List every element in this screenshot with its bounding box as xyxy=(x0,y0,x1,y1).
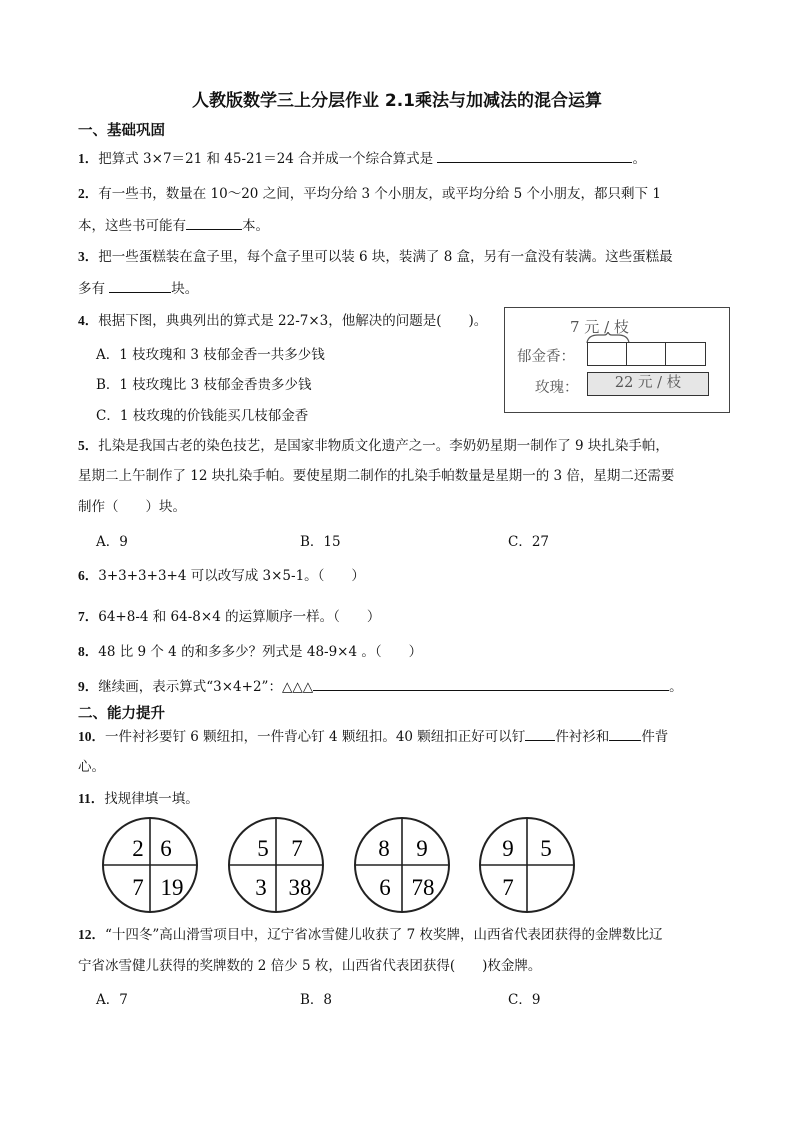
question-2 xyxy=(78,184,661,204)
question-text: 一件衬衫要钉 6 颗纽扣，一件背心钉 4 颗纽扣。40 颗纽扣正好可以钉 xyxy=(105,729,526,745)
tulip-label: 郁金香： xyxy=(517,349,575,365)
page-title: 人教版数学三上分层作业 2.1乘法与加减法的混合运算 xyxy=(191,91,603,111)
option-a[interactable]: A．7 xyxy=(96,992,128,1008)
rose-price-bar: 22 元 / 枝 xyxy=(587,372,709,396)
question-text: 48 比 9 个 4 的和多多少？列式是 48-9×4 。（ ） xyxy=(98,644,423,660)
circle-value: 7 xyxy=(291,836,303,861)
question-text: 宁省冰雪健儿获得的奖牌数的 2 倍少 5 枚，山西省代表团获得( )枚金牌。 xyxy=(78,958,542,974)
question-3-cont xyxy=(78,278,198,299)
question-text: 件背 xyxy=(641,729,669,745)
circle-value: 3 xyxy=(255,875,267,900)
question-number: 4． xyxy=(78,313,99,328)
question-5-cont2 xyxy=(78,497,186,517)
question-number: 1． xyxy=(78,151,99,166)
circle-value: 2 xyxy=(132,836,144,861)
question-text: 3+3+3+3+4 可以改写成 3×5-1。（ ） xyxy=(98,568,365,584)
question-10 xyxy=(78,726,668,747)
option-c[interactable]: C．1 枝玫瑰的价钱能买几枝郁金香 xyxy=(96,408,309,424)
question-end: 。 xyxy=(632,151,646,167)
section-heading-advanced: 二、能力提升 xyxy=(78,706,165,722)
question-10-cont xyxy=(78,757,105,777)
option-c[interactable]: C．27 xyxy=(508,534,550,550)
question-text: 扎染是我国古老的染色技艺，是国家非物质文化遗产之一。李奶奶星期一制作了 9 块扎染手帕， xyxy=(98,438,669,454)
tulip-unit-price: 7 元 / 枝 xyxy=(570,318,629,336)
question-5-cont xyxy=(78,466,674,486)
question-number: 10． xyxy=(78,729,105,744)
question-text: 本。 xyxy=(242,218,269,234)
option-a[interactable]: A．1 枝玫瑰和 3 枝郁金香一共多少钱 xyxy=(96,347,325,363)
question-6 xyxy=(78,566,365,586)
circle-value: 7 xyxy=(502,875,514,900)
rose-label: 玫瑰： xyxy=(535,380,579,396)
question-text: 把一些蛋糕装在盒子里，每个盒子里可以装 6 块，装满了 8 盒，另有一盒没有装满。这些蛋糕最 xyxy=(98,249,673,265)
option-c[interactable]: C．9 xyxy=(508,992,541,1008)
question-text: 有一些书，数量在 10～20 之间，平均分给 3 个小朋友，或平均分给 5 个小朋友，都只剩下 1 xyxy=(98,186,661,202)
question-text: 把算式 3×7＝21 和 45-21＝24 合并成一个综合算式是 xyxy=(98,151,434,167)
option-b[interactable]: B．1 枝玫瑰比 3 枝郁金香贵多少钱 xyxy=(96,377,312,393)
question-text: 制作（ ）块。 xyxy=(78,499,186,515)
question-text: 件衬衫和 xyxy=(555,729,610,745)
option-b[interactable]: B．15 xyxy=(300,534,341,550)
question-text: 星期二上午制作了 12 块扎染手帕。要使星期二制作的扎染手帕数量是星期一的 3 倍，星期二还需要 xyxy=(78,468,675,484)
question-number: 9． xyxy=(78,679,99,694)
question-12-cont xyxy=(78,956,541,976)
question-text: 心。 xyxy=(78,759,105,775)
question-number: 8． xyxy=(78,644,99,659)
question-9 xyxy=(78,676,683,697)
question-text: 块。 xyxy=(171,281,199,297)
question-number: 12． xyxy=(78,927,105,942)
question-number: 7． xyxy=(78,609,99,624)
circle-value: 5 xyxy=(540,836,552,861)
circle-value: 38 xyxy=(288,875,312,900)
question-text: 继续画，表示算式“3×4+2”：△△△ xyxy=(98,679,314,695)
circle-value: 6 xyxy=(379,875,391,900)
pattern-circle-2 xyxy=(229,818,323,912)
question-5 xyxy=(78,436,669,456)
circle-value: 8 xyxy=(378,836,390,861)
question-11 xyxy=(78,789,199,809)
question-7 xyxy=(78,607,380,627)
question-number: 11． xyxy=(78,791,105,806)
answer-blank-vests[interactable] xyxy=(609,726,641,741)
question-12 xyxy=(78,925,662,945)
question-number: 3． xyxy=(78,249,99,264)
circle-value: 9 xyxy=(416,836,428,861)
answer-blank[interactable] xyxy=(437,148,632,163)
answer-blank[interactable] xyxy=(313,676,669,691)
question-text: 64+8-4 和 64-8×4 的运算顺序一样。（ ） xyxy=(98,609,381,625)
question-text: 找规律填一填。 xyxy=(104,791,199,807)
circle-value: 9 xyxy=(502,836,514,861)
question-end: 。 xyxy=(669,679,683,695)
tulip-segment-1 xyxy=(587,342,628,366)
circle-value: 6 xyxy=(160,836,172,861)
section-heading-basic: 一、基础巩固 xyxy=(78,123,165,139)
question-text: 多有 xyxy=(78,281,105,297)
question-number: 5． xyxy=(78,438,99,453)
question-number: 6． xyxy=(78,568,99,583)
pattern-circle-4 xyxy=(480,818,574,912)
tulip-segment-3 xyxy=(665,342,706,366)
pattern-circle-1 xyxy=(103,818,197,912)
question-text: “十四冬”高山滑雪项目中，辽宁省冰雪健儿收获了 7 枚奖牌，山西省代表团获得的金牌数比辽 xyxy=(105,927,663,943)
answer-blank[interactable] xyxy=(186,215,242,230)
circle-value: 78 xyxy=(411,875,435,900)
question-1 xyxy=(78,148,646,169)
question-8 xyxy=(78,642,422,662)
question-2-cont xyxy=(78,215,269,236)
question-text: 根据下图，典典列出的算式是 22-7×3，他解决的问题是( )。 xyxy=(98,313,488,329)
answer-blank-shirts[interactable] xyxy=(525,726,555,741)
number-pattern-circles xyxy=(100,815,590,915)
question-number: 2． xyxy=(78,186,99,201)
pattern-circle-3 xyxy=(355,818,449,912)
tulip-segment-2 xyxy=(626,342,667,366)
option-a[interactable]: A．9 xyxy=(96,534,128,550)
circle-value: 7 xyxy=(132,875,144,900)
question-3 xyxy=(78,247,673,267)
answer-blank[interactable] xyxy=(109,278,171,293)
question-4 xyxy=(78,311,487,331)
circle-value: 5 xyxy=(257,836,269,861)
question-text: 本，这些书可能有 xyxy=(78,218,186,234)
circle-value: 19 xyxy=(160,875,184,900)
option-b[interactable]: B．8 xyxy=(300,992,333,1008)
